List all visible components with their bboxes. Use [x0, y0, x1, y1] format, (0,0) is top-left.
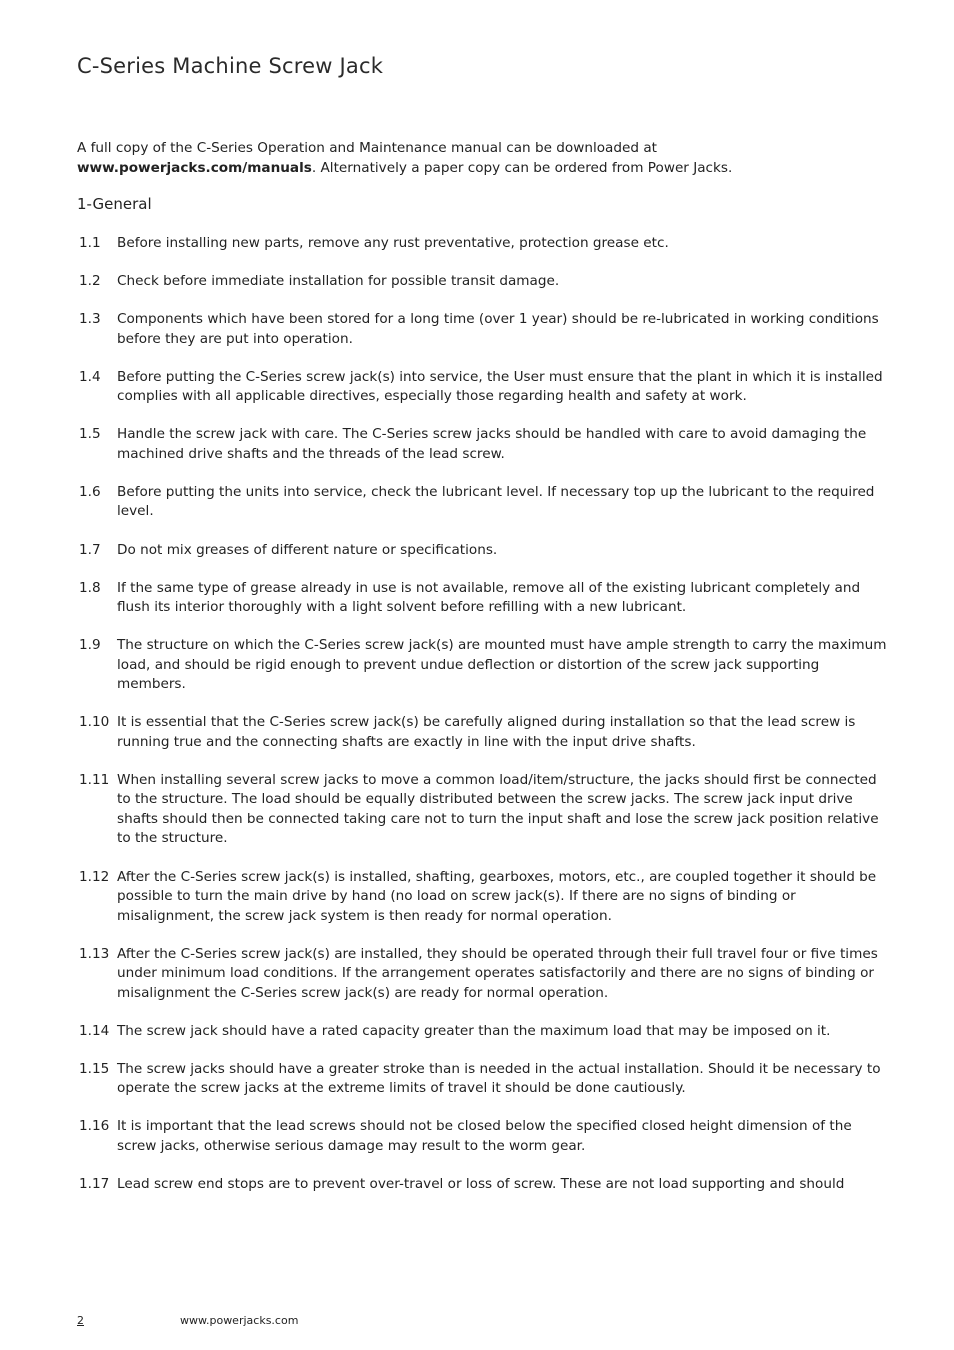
item-number: 1.10: [79, 714, 110, 731]
footer-page-number: 2: [77, 1314, 84, 1327]
list-item: [79, 771, 891, 849]
manuals-link[interactable]: www.powerjacks.com/manuals: [77, 159, 312, 176]
section-heading: 1-General: [77, 195, 152, 213]
list-item: [79, 310, 891, 349]
item-text: It is important that the lead screws should not be closed below the specified closed height dimension of the screw jacks, otherwise serious damage may result to the worm gear.: [117, 1118, 852, 1154]
list-item: [79, 483, 891, 522]
item-text: Do not mix greases of different nature or specifications.: [117, 541, 498, 558]
list-item: [79, 1022, 891, 1042]
item-text: The screw jacks should have a greater stroke than is needed in the actual installation. Should it be necessary to operate the screw jacks at the extreme limits of travel it should be done cautiously.: [117, 1060, 881, 1097]
intro-paragraph: [77, 139, 887, 178]
item-text: Check before immediate installation for possible transit damage.: [117, 273, 560, 290]
item-text: The screw jack should have a rated capacity greater than the maximum load that may be imposed on it.: [117, 1022, 831, 1039]
intro-line-2: . Alternatively a paper copy can be ordered from Power Jacks.: [311, 159, 733, 176]
item-text: If the same type of grease already in use is not available, remove all of the existing lubricant completely and flush its interior thoroughly with a light solvent before refilling with a new lubricant.: [117, 579, 861, 616]
list-item: [79, 425, 891, 464]
list-item: [79, 579, 891, 618]
item-number: 1.14: [79, 1022, 110, 1039]
item-number: 1.9: [79, 637, 101, 654]
item-text: Before installing new parts, remove any rust preventative, protection grease etc.: [117, 235, 669, 251]
item-number: 1.16: [79, 1118, 110, 1135]
item-number: 1.3: [79, 311, 101, 328]
list-item: [79, 541, 891, 561]
list-item: [79, 368, 891, 407]
item-number: 1.5: [79, 426, 101, 443]
item-number: 1.8: [79, 579, 101, 596]
item-text: The structure on which the C-Series screw jack(s) are mounted must have ample strength to carry the maximum load, and should be rigid enough to prevent undue deflection or distortion of the screw jack supporting members.: [117, 637, 887, 693]
item-text: It is essential that the C-Series screw jack(s) be carefully aligned during installation so that the lead screw is running true and the connecting shafts are exactly in line with the input drive shafts.: [117, 714, 856, 750]
list-item: [79, 1117, 891, 1156]
item-number: 1.7: [79, 541, 101, 558]
item-number: 1.11: [79, 771, 110, 788]
item-text: After the C-Series screw jack(s) are installed, they should be operated through their full travel four or five times under minimum load conditions. If the arrangement operates satisfactorily and there are no signs of binding or misalignment the C-Series screw jack(s) are ready for normal operation.: [117, 945, 878, 1001]
item-text: Components which have been stored for a long time (over 1 year) should be re-lubricated in working conditions before they are put into operation.: [117, 311, 879, 347]
item-number: 1.17: [79, 1176, 110, 1192]
intro-line-1: A full copy of the C-Series Operation and Maintenance manual can be downloaded at: [77, 140, 657, 156]
item-number: 1.6: [79, 483, 101, 500]
footer-url[interactable]: www.powerjacks.com: [180, 1314, 299, 1327]
item-number: 1.12: [79, 868, 110, 885]
item-number: 1.4: [79, 368, 101, 385]
item-number: 1.15: [79, 1060, 110, 1077]
item-text: After the C-Series screw jack(s) is installed, shafting, gearboxes, motors, etc., are coupled together it should be possible to turn the main drive by hand (no load on screw jack(s). If there are no signs of binding or misalignment, the screw jack system is then ready for normal operation.: [117, 868, 877, 924]
item-text: Before putting the C-Series screw jack(s) into service, the User must ensure that the plant in which it is installed complies with all applicable directives, especially those regarding health and safety at work.: [117, 368, 883, 405]
list-item: [79, 272, 891, 292]
list-item: [79, 1175, 891, 1195]
list-item: [79, 636, 891, 695]
list-item: [79, 713, 891, 752]
item-text: When installing several screw jacks to move a common load/item/structure, the jacks should first be connected to the structure. The load should be equally distributed between the screw jacks. The screw jack input drive shafts should then be connected taking care not to turn the input shaft and lose the screw jack position relative to the structure.: [117, 771, 879, 847]
item-number: 1.13: [79, 945, 110, 962]
page-title: C-Series Machine Screw Jack: [77, 54, 384, 78]
item-text: Before putting the units into service, check the lubricant level. If necessary top up the lubricant to the required level.: [117, 483, 875, 520]
list-item: [79, 868, 891, 927]
item-text: Lead screw end stops are to prevent over-travel or loss of screw. These are not load supporting and should: [117, 1176, 845, 1192]
list-item: [79, 945, 891, 1004]
item-number: 1.2: [79, 273, 101, 290]
list-item: [79, 1060, 891, 1099]
list-item: [79, 234, 891, 254]
item-text: Handle the screw jack with care. The C-Series screw jacks should be handled with care to avoid damaging the machined drive shafts and the threads of the lead screw.: [117, 426, 867, 462]
item-number: 1.1: [79, 235, 101, 251]
general-items-list: [79, 234, 891, 1213]
